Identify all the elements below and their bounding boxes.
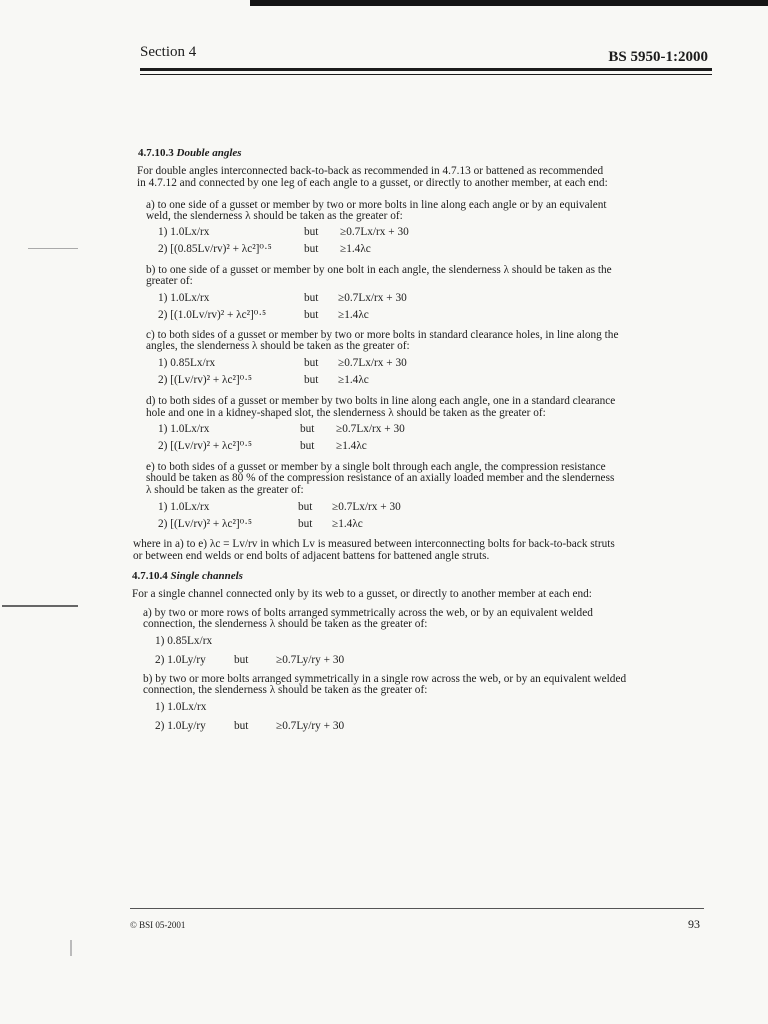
- paragraph-line: or between end welds or end bolts of adjacent battens for battened angle struts.: [133, 550, 490, 562]
- formula-condition: ≥0.7Ly/ry + 30: [276, 654, 345, 666]
- formula-but: but: [300, 423, 315, 435]
- formula-but: but: [298, 518, 313, 530]
- margin-mark: [2, 605, 78, 607]
- item-text: weld, the slenderness λ should be taken as the greater of:: [146, 210, 403, 222]
- margin-mark: [28, 248, 78, 249]
- item-text: λ should be taken as the greater of:: [146, 484, 304, 496]
- clause-heading-4-7-10-4: [132, 570, 243, 582]
- clause-title: Double angles: [176, 147, 242, 159]
- formula-but: but: [304, 309, 319, 321]
- footer-rule: [130, 908, 704, 909]
- formula: 1) 1.0Lx/rx: [158, 423, 210, 435]
- paragraph-line: For a single channel connected only by its web to a gusset, or directly to another member at each end:: [132, 588, 592, 600]
- section-label: Section 4: [140, 44, 197, 60]
- formula-condition: ≥1.4λc: [336, 440, 367, 452]
- item-text: b) to one side of a gusset or member by one bolt in each angle, the slenderness λ should be taken as the: [146, 264, 612, 276]
- formula-condition: ≥1.4λc: [338, 374, 369, 386]
- clause-number: 4.7.10.4: [132, 570, 168, 582]
- header-rule: [140, 68, 712, 71]
- item-text: greater of:: [146, 275, 193, 287]
- formula: 2) [(Lv/rv)² + λc²]⁰·⁵: [158, 374, 252, 386]
- formula-but: but: [304, 292, 319, 304]
- page-number: 93: [688, 917, 700, 931]
- formula-but: but: [304, 357, 319, 369]
- formula: 2) [(0.85Lv/rv)² + λc²]⁰·⁵: [158, 243, 272, 255]
- formula-but: but: [234, 720, 249, 732]
- item-text: connection, the slenderness λ should be taken as the greater of:: [143, 618, 428, 630]
- item-text: angles, the slenderness λ should be taken as the greater of:: [146, 340, 410, 352]
- item-text: hole and one in a kidney-shaped slot, the slenderness λ should be taken as the greater of:: [146, 407, 546, 419]
- formula-condition: ≥0.7Lx/rx + 30: [338, 292, 407, 304]
- item-text: a) by two or more rows of bolts arranged symmetrically across the web, or by an equivalent welded: [143, 607, 593, 619]
- formula-condition: ≥0.7Lx/rx + 30: [336, 423, 405, 435]
- item-text: b) by two or more bolts arranged symmetrically in a single row across the web, or by an equivalent welded: [143, 673, 627, 685]
- scan-edge-shadow: [250, 0, 768, 6]
- formula: 2) [(1.0Lv/rv)² + λc²]⁰·⁵: [158, 309, 267, 321]
- margin-mark: [70, 940, 72, 956]
- formula-condition: ≥1.4λc: [340, 243, 371, 255]
- paragraph-line: For double angles interconnected back-to-back as recommended in 4.7.13 or battened as recommended: [137, 165, 604, 177]
- formula-condition: ≥0.7Lx/rx + 30: [338, 357, 407, 369]
- item-text: a) to one side of a gusset or member by two or more bolts in line along each angle or by an equivalent: [146, 199, 607, 211]
- formula-but: but: [304, 374, 319, 386]
- formula-but: but: [304, 226, 319, 238]
- item-text: should be taken as 80 % of the compression resistance of an axially loaded member and the slenderness: [146, 472, 615, 484]
- item-text: e) to both sides of a gusset or member by a single bolt through each angle, the compression resistance: [146, 461, 606, 473]
- formula: 2) [(Lv/rv)² + λc²]⁰·⁵: [158, 440, 252, 452]
- formula: 1) 1.0Lx/rx: [155, 701, 207, 713]
- clause-number: 4.7.10.3: [138, 147, 174, 159]
- item-text: c) to both sides of a gusset or member by two or more bolts in standard clearance holes, in line along the: [146, 329, 619, 341]
- formula-condition: ≥0.7Ly/ry + 30: [276, 720, 345, 732]
- formula-but: but: [300, 440, 315, 452]
- clause-heading-4-7-10-3: [138, 147, 242, 159]
- formula-but: but: [298, 501, 313, 513]
- header-rule-thin: [140, 74, 712, 75]
- item-text: d) to both sides of a gusset or member by two bolts in line along each angle, one in a standard clearance: [146, 395, 616, 407]
- item-text: connection, the slenderness λ should be taken as the greater of:: [143, 684, 428, 696]
- formula-condition: ≥0.7Lx/rx + 30: [332, 501, 401, 513]
- paragraph-line: where in a) to e) λc = Lv/rv in which Lv is measured between interconnecting bolts for back-to-back struts: [133, 538, 615, 550]
- formula: 2) [(Lv/rv)² + λc²]⁰·⁵: [158, 518, 252, 530]
- formula: 2) 1.0Ly/ry: [155, 720, 206, 732]
- formula: 1) 1.0Lx/rx: [158, 292, 210, 304]
- formula-condition: ≥0.7Lx/rx + 30: [340, 226, 409, 238]
- formula: 2) 1.0Ly/ry: [155, 654, 206, 666]
- copyright-notice: © BSI 05-2001: [130, 920, 186, 930]
- formula-but: but: [304, 243, 319, 255]
- formula-condition: ≥1.4λc: [338, 309, 369, 321]
- formula-but: but: [234, 654, 249, 666]
- standard-number: BS 5950-1:2000: [608, 49, 708, 65]
- formula: 1) 0.85Lx/rx: [155, 635, 213, 647]
- formula: 1) 1.0Lx/rx: [158, 226, 210, 238]
- clause-title: Single channels: [170, 570, 243, 582]
- page-header: [140, 44, 710, 68]
- paragraph-line: in 4.7.12 and connected by one leg of each angle to a gusset, or directly to another member, at each end:: [137, 177, 608, 189]
- formula: 1) 1.0Lx/rx: [158, 501, 210, 513]
- formula-condition: ≥1.4λc: [332, 518, 363, 530]
- formula: 1) 0.85Lx/rx: [158, 357, 216, 369]
